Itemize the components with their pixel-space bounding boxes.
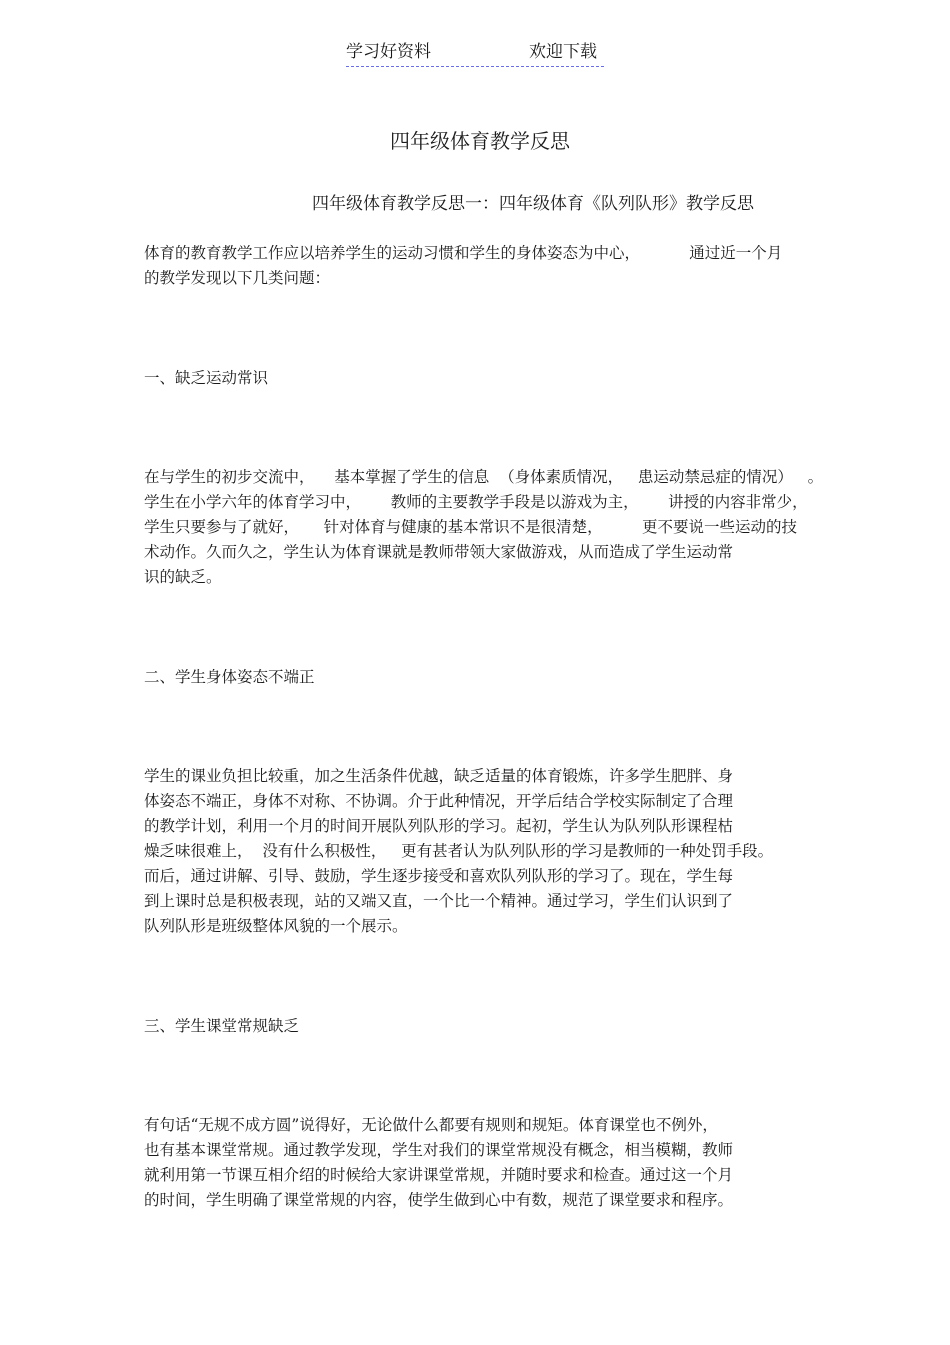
intro-line: 体育的教育教学工作应以培养学生的运动习惯和学生的身体姿态为中心， 通过近一个月 — [144, 244, 783, 262]
paragraph-line: 队列队形是班级整体风貌的一个展示。 — [144, 917, 408, 935]
paragraph-line: 识的缺乏。 — [144, 568, 222, 586]
paragraph-line: 的教学计划，利用一个月的时间开展队列队形的学习。起初，学生认为队列队形课程枯 — [144, 817, 734, 835]
header-right-text: 欢迎下载 — [529, 42, 597, 62]
paragraph-line: 学生在小学六年的体育学习中， 教师的主要教学手段是以游戏为主， 讲授的内容非常少， — [144, 493, 808, 511]
paragraph-line: 的时间，学生明确了课堂常规的内容，使学生做到心中有数，规范了课堂要求和程序。 — [144, 1191, 734, 1209]
paragraph-line: 学生的课业负担比较重，加之生活条件优越，缺乏适量的体育锻炼，许多学生肥胖、身 — [144, 767, 734, 785]
header-left-text: 学习好资料 — [346, 42, 431, 62]
document-subtitle: 四年级体育教学反思一：四年级体育《队列队形》教学反思 — [312, 194, 754, 214]
section-heading: 二、学生身体姿态不端正 — [144, 668, 315, 686]
page-header — [346, 40, 604, 67]
document-title: 四年级体育教学反思 — [390, 129, 570, 153]
paragraph-line: 有句话“无规不成方圆”说得好，无论做什么都要有规则和规矩。体育课堂也不例外， — [144, 1116, 718, 1134]
paragraph-line: 术动作。久而久之，学生认为体育课就是教师带领大家做游戏，从而造成了学生运动常 — [144, 543, 734, 561]
paragraph-line: 体姿态不端正，身体不对称、不协调。介于此种情况，开学后结合学校实际制定了合理 — [144, 792, 734, 810]
paragraph-line: 而后，通过讲解、引导、鼓励，学生逐步接受和喜欢队列队形的学习了。现在，学生每 — [144, 867, 734, 885]
intro-line: 的教学发现以下几类问题： — [144, 269, 331, 287]
paragraph-line: 在与学生的初步交流中， 基本掌握了学生的信息 （身体素质情况， 患运动禁忌症的情况） 。 — [144, 468, 824, 486]
paragraph-line: 就利用第一节课互相介绍的时候给大家讲课堂常规，并随时要求和检查。通过这一个月 — [144, 1166, 734, 1184]
paragraph-line: 燥乏味很难上， 没有什么积极性， 更有甚者认为队列队形的学习是教师的一种处罚手段。 — [144, 842, 774, 860]
paragraph-line: 学生只要参与了就好， 针对体育与健康的基本常识不是很清楚， 更不要说一些运动的技 — [144, 518, 798, 536]
paragraph-line: 也有基本课堂常规。通过教学发现，学生对我们的课堂常规没有概念，相当模糊，教师 — [144, 1141, 734, 1159]
section-heading: 一、缺乏运动常识 — [144, 369, 269, 387]
paragraph-line: 到上课时总是积极表现，站的又端又直，一个比一个精神。通过学习，学生们认识到了 — [144, 892, 734, 910]
section-heading: 三、学生课堂常规缺乏 — [144, 1017, 300, 1035]
